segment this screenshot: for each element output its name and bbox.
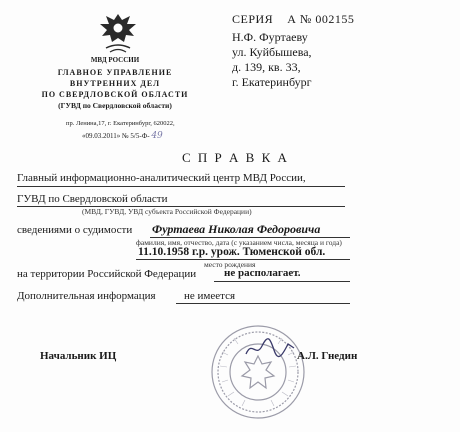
birth-value: 11.10.1958 г.р. урож. Тюменской обл. bbox=[138, 246, 326, 258]
recipient-house: д. 139, кв. 33, bbox=[232, 60, 301, 74]
serial-number-value: 002155 bbox=[315, 12, 355, 26]
department-line-4: (ГУВД по Свердловской области) bbox=[58, 101, 172, 110]
conviction-label: сведениями о судимости bbox=[17, 224, 133, 236]
handwritten-number: 49 bbox=[151, 131, 163, 141]
person-caption: фамилия, имя, отчество, дата (с указанием числа, месяца и года) bbox=[136, 238, 342, 247]
ministry-label: МВД РОССИИ bbox=[90, 56, 140, 64]
territory-underline bbox=[214, 281, 350, 282]
document-date-value: «09.03.2011» № bbox=[82, 132, 129, 140]
mvd-emblem-icon bbox=[96, 8, 140, 54]
serial-number bbox=[232, 12, 354, 27]
recipient-name: Н.Ф. Фуртаеву bbox=[232, 30, 308, 44]
territory-value: не располагает. bbox=[224, 267, 301, 279]
additional-value: не имеется bbox=[184, 290, 236, 302]
department-line-1: ГЛАВНОЕ УПРАВЛЕНИЕ bbox=[57, 68, 173, 77]
document-title: С П Р А В К А bbox=[182, 150, 289, 165]
serial-series: А bbox=[287, 12, 297, 26]
handwritten-signature-icon bbox=[244, 336, 296, 360]
recipient-street: ул. Куйбышева, bbox=[232, 45, 312, 59]
organization-value: ГУВД по Свердловской области bbox=[17, 193, 168, 205]
serial-label: СЕРИЯ bbox=[232, 12, 274, 26]
serial-number-prefix: № bbox=[299, 12, 312, 26]
department-address: пр. Ленина,17, г. Екатеринбург, 620022, bbox=[66, 120, 175, 127]
territory-label: на территории Российской Федерации bbox=[17, 268, 197, 280]
organization-caption: (МВД, ГУВД, УВД субъекта Российской Федерации) bbox=[82, 207, 252, 216]
department-line-2: ВНУТРЕННИХ ДЕЛ bbox=[69, 79, 161, 88]
additional-label: Дополнительная информация bbox=[17, 290, 156, 302]
department-line-3: ПО СВЕРДЛОВСКОЙ ОБЛАСТИ bbox=[41, 90, 189, 99]
recipient-city: г. Екатеринбург bbox=[232, 75, 312, 89]
document-number: 5/5-Ф- bbox=[130, 132, 150, 140]
center-underline bbox=[17, 186, 345, 187]
signatory-name: А.Л. Гнедин bbox=[297, 350, 358, 362]
additional-underline bbox=[176, 303, 350, 304]
signatory-position: Начальник ИЦ bbox=[40, 350, 117, 362]
birth-caption: место рождения bbox=[204, 260, 256, 269]
center-line: Главный информационно-аналитический центр МВД России, bbox=[17, 172, 306, 184]
person-name: Фуртаева Николая Федоровича bbox=[152, 222, 321, 236]
document-date bbox=[82, 131, 163, 141]
